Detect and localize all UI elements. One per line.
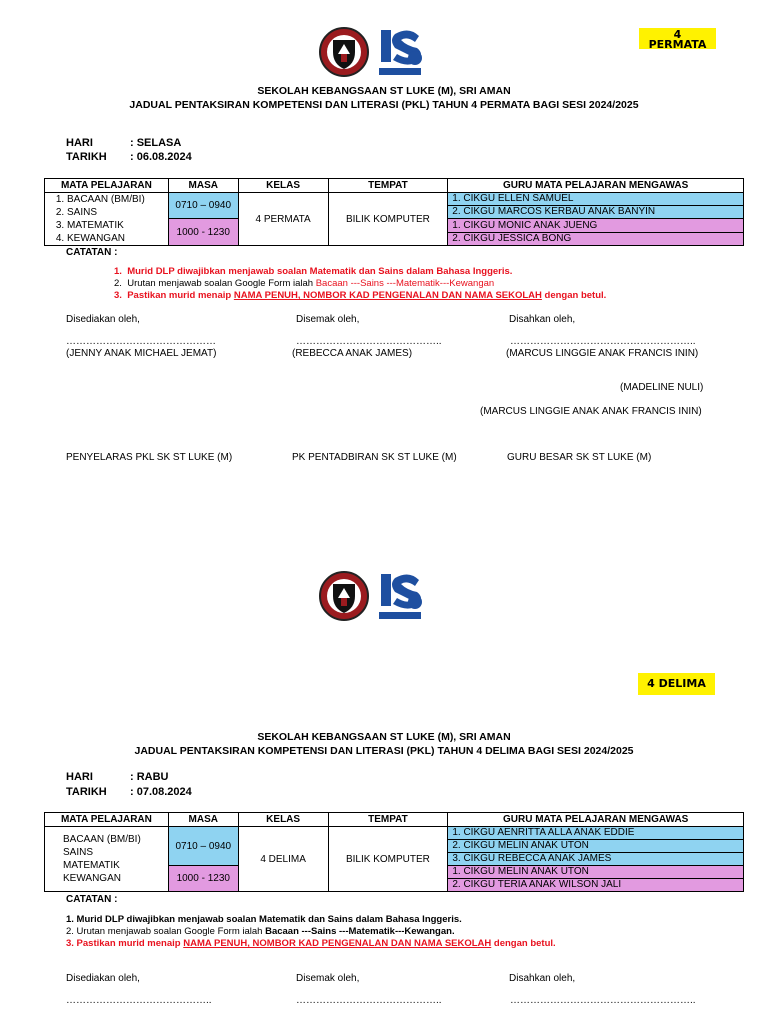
signatory-name: (JENNY ANAK MICHAEL JEMAT): [66, 348, 217, 359]
checked-by-label: Disemak oleh,: [296, 973, 360, 984]
tempat-cell: BILIK KOMPUTER: [328, 827, 448, 892]
school-name: SEKOLAH KEBANGSAAN ST LUKE (M), SRI AMAN: [257, 85, 511, 97]
subject-list: [45, 193, 168, 245]
25-anniversary-logo: [377, 570, 423, 622]
signature-line: ………………………………………………..: [510, 995, 696, 1006]
prepared-by-label: Disediakan oleh,: [66, 973, 140, 984]
note-text: Murid DLP diwajibkan menjawab soalan Matematik dan Sains dalam Bahasa Inggeris.: [127, 266, 513, 277]
logos-top: [319, 26, 423, 78]
note-item: 1. Murid DLP diwajibkan menjawab soalan Matematik dan Sains dalam Bahasa Inggeris.: [66, 914, 462, 925]
tarikh-value: : 06.08.2024: [130, 151, 192, 163]
tarikh-row: [66, 151, 192, 163]
header-masa: MASA: [168, 813, 238, 827]
subject-item: KEWANGAN: [63, 873, 121, 884]
time-slot-1: 0710 – 0940: [168, 827, 238, 866]
time-slot-2: 1000 - 1230: [168, 866, 238, 892]
hari-value: : SELASA: [130, 137, 182, 149]
approved-by-label: Disahkan oleh,: [509, 314, 576, 325]
teacher-cell: 1. CIKGU AENRITTA ALLA ANAK EDDIE: [448, 827, 744, 840]
teacher-cell: 3. CIKGU REBECCA ANAK JAMES: [448, 853, 744, 866]
badge-class: PERMATA: [648, 38, 707, 49]
note-order: Bacaan ---Sains ---Matematik---Kewangan: [315, 278, 495, 289]
school-crest-logo: [319, 26, 369, 78]
catatan-label: CATATAN :: [66, 247, 118, 258]
note-emphasis: NAMA PENUH, NOMBOR KAD PENGENALAN DAN NAMA SEKOLAH: [233, 290, 542, 301]
signature-line: ………………………………………: [66, 336, 216, 347]
signatory-name: (MARCUS LINGGIE ANAK FRANCIS ININ): [506, 348, 699, 359]
note-text: Pastikan murid menaip: [127, 290, 234, 301]
subject-item: 4. KEWANGAN: [67, 232, 168, 245]
note-item: [66, 938, 746, 950]
signature-line: ………………………………………………..: [510, 336, 696, 347]
signatory-role: PK PENTADBIRAN SK ST LUKE (M): [292, 452, 457, 463]
schedule-heading: JADUAL PENTAKSIRAN KOMPETENSI DAN LITERASI (PKL) TAHUN 4 PERMATA BAGI SESI 2024/2025: [129, 99, 639, 111]
hari-row: [66, 771, 169, 783]
notes-list: [66, 914, 746, 950]
header-mata-pelajaran: MATA PELAJARAN: [45, 179, 169, 193]
extra-signatory-name: (MARCUS LINGGIE ANAK ANAK FRANCIS ININ): [480, 406, 702, 417]
tarikh-label: TARIKH: [66, 151, 107, 163]
note-text: Urutan menjawab soalan Google Form ialah: [127, 278, 316, 289]
note-emphasis: NAMA PENUH, NOMBOR KAD PENGENALAN DAN NAMA SEKOLAH: [183, 938, 492, 949]
25-anniversary-logo: [377, 26, 423, 78]
table-header-row: [45, 813, 744, 827]
subjects-cell: [45, 827, 169, 892]
note-text: dengan betul.: [541, 290, 607, 301]
note-text: dengan betul.: [491, 938, 556, 949]
catatan-label: CATATAN :: [66, 894, 118, 905]
checked-by-label: Disemak oleh,: [296, 314, 360, 325]
badge-number: 4: [673, 28, 682, 41]
subject-item: 2. SAINS: [67, 206, 168, 219]
tarikh-label: TARIKH: [66, 786, 107, 798]
subject-item: BACAAN (BM/BI): [63, 834, 141, 845]
hari-value: : RABU: [130, 771, 169, 783]
prepared-by-label: Disediakan oleh,: [66, 314, 140, 325]
schedule-heading: JADUAL PENTAKSIRAN KOMPETENSI DAN LITERASI (PKL) TAHUN 4 DELIMA BAGI SESI 2024/2025: [134, 745, 634, 757]
schedule-table-delima: [44, 812, 744, 892]
table-header-row: [45, 179, 744, 193]
subject-list: [45, 833, 168, 885]
header-tempat: TEMPAT: [328, 813, 448, 827]
note-item: 2. Urutan menjawab soalan Google Form ialah Bacaan ---Sains ---Matematik---Kewangan: [114, 278, 495, 289]
header-guru: GURU MATA PELAJARAN MENGAWAS: [448, 179, 744, 193]
logos-second: [319, 570, 423, 622]
time-slot-2: 1000 - 1230: [168, 219, 238, 246]
class-badge-permata: [639, 28, 716, 49]
signature-line: ……………………………………..: [66, 995, 212, 1006]
teacher-cell: 2. CIKGU MELIN ANAK UTON: [448, 840, 744, 853]
table-row: [45, 827, 744, 840]
kelas-cell: 4 PERMATA: [238, 193, 328, 246]
header-kelas: KELAS: [238, 813, 328, 827]
teacher-cell: 2. CIKGU MARCOS KERBAU ANAK BANYIN: [448, 206, 744, 219]
hari-label: HARI: [66, 771, 93, 783]
class-badge-delima: 4 DELIMA: [638, 673, 715, 695]
signature-line: ……………………………………..: [296, 336, 442, 347]
note-text: 2. Urutan menjawab soalan Google Form ialah: [66, 926, 266, 937]
table-row: [45, 193, 744, 206]
note-text: 3. Pastikan murid menaip: [66, 938, 184, 949]
subjects-cell: [45, 193, 169, 246]
approved-by-label: Disahkan oleh,: [509, 973, 576, 984]
tarikh-row: [66, 786, 192, 798]
header-masa: MASA: [168, 179, 238, 193]
notes-list: [114, 266, 754, 302]
note-order: Bacaan ---Sains ---Matematik---Kewangan.: [265, 926, 455, 937]
header-tempat: TEMPAT: [328, 179, 448, 193]
signatory-role: GURU BESAR SK ST LUKE (M): [507, 452, 652, 463]
schedule-table-permata: [44, 178, 744, 246]
hari-label: HARI: [66, 137, 93, 149]
teacher-cell: 1. CIKGU ELLEN SAMUEL: [448, 193, 744, 206]
note-item: [66, 926, 746, 938]
tarikh-value: : 07.08.2024: [130, 786, 192, 798]
subject-item: 1. BACAAN (BM/BI): [67, 193, 168, 206]
header-kelas: KELAS: [238, 179, 328, 193]
time-slot-1: 0710 – 0940: [168, 193, 238, 219]
header-guru: GURU MATA PELAJARAN MENGAWAS: [448, 813, 744, 827]
signature-line: ……………………………………..: [296, 995, 442, 1006]
header-mata-pelajaran: MATA PELAJARAN: [45, 813, 169, 827]
kelas-cell: 4 DELIMA: [238, 827, 328, 892]
school-crest-logo: [319, 570, 369, 622]
subject-item: MATEMATIK: [63, 860, 120, 871]
subject-item: SAINS: [63, 847, 94, 858]
school-name: SEKOLAH KEBANGSAAN ST LUKE (M), SRI AMAN: [257, 731, 511, 743]
signatory-role: PENYELARAS PKL SK ST LUKE (M): [66, 452, 233, 463]
hari-row: [66, 137, 181, 149]
teacher-cell: 1. CIKGU MONIC ANAK JUENG: [448, 219, 744, 233]
teacher-cell: 2. CIKGU TERIA ANAK WILSON JALI: [448, 879, 744, 892]
note-item: 1. Murid DLP diwajibkan menjawab soalan Matematik dan Sains dalam Bahasa Inggeris.: [114, 266, 513, 277]
note-item: 3. Pastikan murid menaip NAMA PENUH, NOMBOR KAD PENGENALAN DAN NAMA SEKOLAH dengan betul.: [114, 290, 607, 301]
signatory-name: (REBECCA ANAK JAMES): [292, 348, 413, 359]
teacher-cell: 1. CIKGU MELIN ANAK UTON: [448, 866, 744, 879]
tempat-cell: BILIK KOMPUTER: [328, 193, 448, 246]
teacher-cell: 2. CIKGU JESSICA BONG: [448, 233, 744, 246]
extra-signatory-name: (MADELINE NULI): [620, 382, 704, 393]
subject-item: 3. MATEMATIK: [67, 219, 168, 232]
